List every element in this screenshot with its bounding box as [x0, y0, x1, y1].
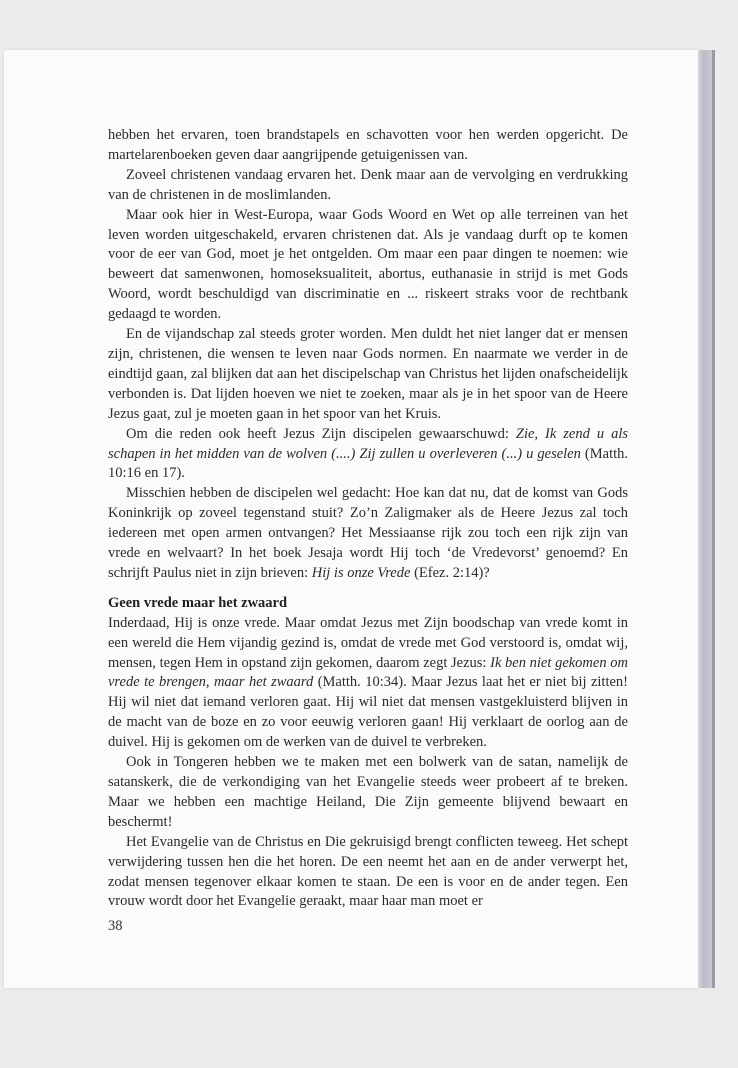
paragraph-6 — [108, 484, 628, 584]
paragraph-5-text: Om die reden ook heeft Jezus Zijn discipelen gewaarschuwd: — [126, 425, 516, 442]
paragraph-3: Maar ook hier in West-Europa, waar Gods Woord en Wet op alle terreinen van het leven worden uitgeschakeld, ervaren christenen dat. Als je vandaag durft op te komen voor de eer van God, moet je het ontgelden. Om maar een paar dingen te noemen: wie beweert dat samenwonen, homoseksualiteit, abortus, euthanasie in strijd is met Gods Woord, wordt beschuldigd van discriminatie en ... riskeert straks voor de rechtbank gedaagd te worden. — [108, 206, 628, 323]
paragraph-7-continuation: (Matth. 10:34). Maar Jezus laat het er niet bij zitten! Hij wil niet dat iemand verloren gaat. Hij wil niet dat mensen vastgekluisterd blijven in de macht van de boze en zo voor eeuwig verloren gaan! Hij verklaart de oorlog aan de duivel. Hij is gekomen om de werken van de duivel te verbreken. — [108, 674, 628, 751]
bible-quote-matthew-10-34: Ik ben niet gekomen om vrede te brengen, maar het zwaard — [108, 654, 628, 691]
page-number: 38 — [108, 918, 123, 934]
paragraph-1: hebben het ervaren, toen brandstapels en schavotten voor hen werden opgericht. De martelarenboeken geven daar aangrijpende getuigenissen van. — [108, 127, 628, 163]
bible-quote-matthew-10-16: Zie, Ik zend u als schapen in het midden van de wolven (....) Zij zullen u overleveren (...) u geselen — [108, 425, 629, 462]
paragraph-5 — [108, 425, 628, 485]
paragraph-6-text: Misschien hebben de discipelen wel gedacht: Hoe kan dat nu, dat de komst van Gods Koninkrijk op zoveel tegenstand stuit? Zo’n Zaligmaker als de Heere Jezus zal toch iedereen met open armen ontvangen? Het Messiaanse rijk zou toch een rijk zijn van vrede en welvaart? In het boek Jesaja wordt Hij toch ‘de Vredevorst’ genoemd? En schrijft Paulus niet in zijn brieven: — [108, 485, 628, 581]
paragraph-7 — [108, 614, 628, 753]
paragraph-9: Het Evangelie van de Christus en Die gekruisigd brengt conflicten teweeg. Het schept verwijdering tussen hen die het horen. De een neemt het aan en de ander verwerpt het, zodat mensen tegenover elkaar komen te staan. De een is voor en de ander tegen. Een vrouw wordt door het Evangelie geraakt, maar haar man moet er — [108, 833, 628, 910]
page-body — [108, 126, 628, 912]
paragraph-8: Ook in Tongeren hebben we te maken met een bolwerk van de satan, namelijk de satanskerk, die de verkondiging van het Evangelie steeds weer probeert af te breken. Maar we hebben een machtige Heiland, Die Zijn gemeente blijvend bewaart en beschermt! — [108, 754, 628, 830]
bible-quote-ephesians-2-14: Hij is onze Vrede — [311, 564, 411, 581]
paragraph-2: Zoveel christenen vandaag ervaren het. Denk maar aan de vervolging en verdrukking van de christenen in de moslimlanden. — [108, 166, 628, 203]
section-heading: Geen vrede maar het zwaard — [108, 594, 288, 611]
page-stack-edge — [698, 50, 712, 988]
paragraph-4: En de vijandschap zal steeds groter worden. Men duldt het niet langer dat er mensen zijn, christenen, die wensen te leven naar Gods normen. En naarmate we verder in de eindtijd gaan, zal blijken dat aan het discipelschap van Christus het lijden onafscheidelijk verbonden is. Dat lijden hoeven we niet te zoeken, maar als je in het spoor van de Heere Jezus gaat, zul je moeten gaan in het spoor van het Kruis. — [108, 326, 628, 422]
page-stack-shadow — [712, 50, 715, 988]
paragraph-7-text: Inderdaad, Hij is onze vrede. Maar omdat Jezus met Zijn boodschap van vrede komt in een wereld die Hem vijandig gezind is, omdat de vrede met God verstoord is, omdat wij, mensen, tegen Hem in opstand zijn gekomen, daarom zegt Jezus: — [108, 614, 628, 671]
paragraph-5-reference: (Matth. 10:16 en 17). — [108, 445, 628, 482]
paragraph-6-reference: (Efez. 2:14)? — [410, 564, 490, 581]
